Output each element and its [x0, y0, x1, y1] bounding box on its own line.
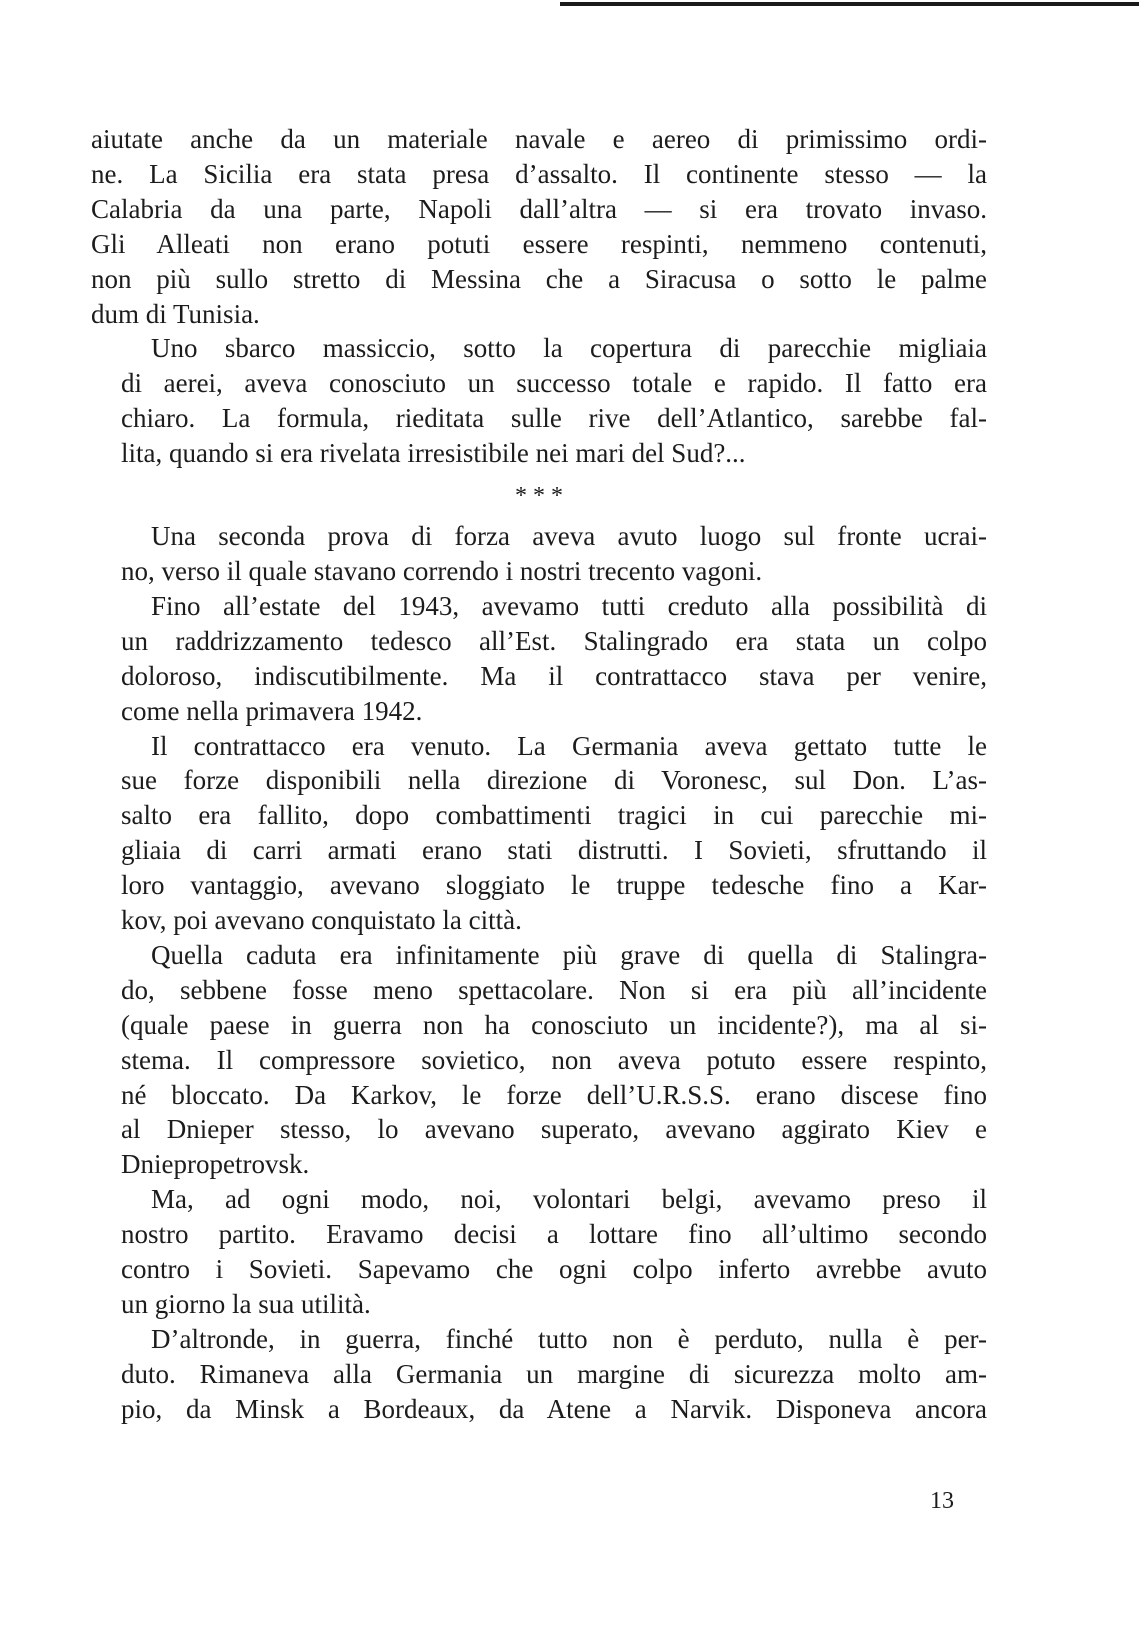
text-line: di aerei, aveva conosciuto un successo totale e rapido. Il fatto era	[121, 368, 987, 399]
text-line: duto. Rimaneva alla Germania un margine di sicurezza molto am-	[121, 1358, 987, 1389]
text-line: Dniepropetrovsk.	[121, 1149, 310, 1180]
text-line: Ma, ad ogni modo, noi, volontari belgi, avevamo preso il	[151, 1184, 987, 1215]
text-line: salto era fallito, dopo combattimenti tragici in cui parecchie mi-	[121, 800, 987, 831]
text-line: do, sebbene fosse meno spettacolare. Non si era più all’incidente	[121, 974, 987, 1005]
paragraph	[91, 938, 987, 1182]
paragraph	[91, 122, 987, 331]
text-line: contro i Sovieti. Sapevamo che ogni colpo inferto avrebbe avuto	[121, 1254, 987, 1285]
text-line: Gli Alleati non erano potuti essere respinti, nemmeno contenuti,	[91, 228, 987, 259]
paragraph	[91, 1182, 987, 1322]
text-line: Il contrattacco era venuto. La Germania aveva gettato tutte le	[151, 730, 987, 761]
text-line: lita, quando si era rivelata irresistibile nei mari del Sud?...	[121, 438, 746, 469]
text-line: aiutate anche da un materiale navale e aereo di primissimo ordi-	[91, 124, 987, 154]
text-line: (quale paese in guerra non ha conosciuto un incidente?), ma al si-	[121, 1009, 987, 1040]
text-line: Fino all’estate del 1943, avevamo tutti creduto alla possibilità di	[151, 590, 987, 621]
text-line: dum di Tunisia.	[91, 298, 260, 329]
paragraph	[91, 1322, 987, 1427]
text-line: chiaro. La formula, rieditata sulle rive dell’Atlantico, sarebbe fal-	[121, 403, 987, 434]
text-line: un raddrizzamento tedesco all’Est. Stalingrado era stata un colpo	[121, 625, 987, 656]
text-line: al Dnieper stesso, lo avevano superato, avevano aggirato Kiev e	[121, 1114, 987, 1145]
body-text	[91, 122, 987, 1427]
text-line: ne. La Sicilia era stata presa d’assalto. Il continente stesso — la	[91, 158, 987, 189]
text-line: nostro partito. Eravamo decisi a lottare fino all’ultimo secondo	[121, 1219, 987, 1250]
paragraph	[91, 331, 987, 471]
text-line: doloroso, indiscutibilmente. Ma il contrattacco stava per venire,	[121, 660, 987, 691]
paragraph	[91, 729, 987, 938]
text-line: kov, poi avevano conquistato la città.	[121, 905, 522, 936]
top-rule	[560, 2, 1139, 6]
text-line: Quella caduta era infinitamente più grave di quella di Stalingra-	[151, 939, 987, 970]
paragraph	[91, 589, 987, 729]
text-line: sue forze disponibili nella direzione di Voronesc, sul Don. L’as-	[121, 765, 987, 796]
text-line: gliaia di carri armati erano stati distrutti. I Sovieti, sfruttando il	[121, 835, 987, 866]
text-line: pio, da Minsk a Bordeaux, da Atene a Narvik. Disponeva ancora	[121, 1393, 987, 1424]
section-separator: * * *	[515, 483, 563, 510]
text-line: Una seconda prova di forza aveva avuto luogo sul fronte ucrai-	[151, 521, 987, 552]
text-line: come nella primavera 1942.	[121, 695, 423, 726]
paragraph	[91, 519, 987, 589]
text-line: né bloccato. Da Karkov, le forze dell’U.R.S.S. erano discese fino	[121, 1079, 987, 1110]
text-line: no, verso il quale stavano correndo i nostri trecento vagoni.	[121, 555, 763, 586]
text-line: Uno sbarco massiccio, sotto la copertura di parecchie migliaia	[151, 333, 987, 364]
text-line: Calabria da una parte, Napoli dall’altra — si era trovato invaso.	[91, 193, 987, 224]
text-line: D’altronde, in guerra, finché tutto non è perduto, nulla è per-	[151, 1323, 987, 1354]
text-line: stema. Il compressore sovietico, non aveva potuto essere respinto,	[121, 1044, 987, 1075]
text-line: loro vantaggio, avevano sloggiato le truppe tedesche fino a Kar-	[121, 870, 987, 901]
text-line: un giorno la sua utilità.	[121, 1289, 371, 1319]
page-number: 13	[930, 1488, 954, 1514]
text-line: non più sullo stretto di Messina che a Siracusa o sotto le palme	[91, 263, 987, 294]
